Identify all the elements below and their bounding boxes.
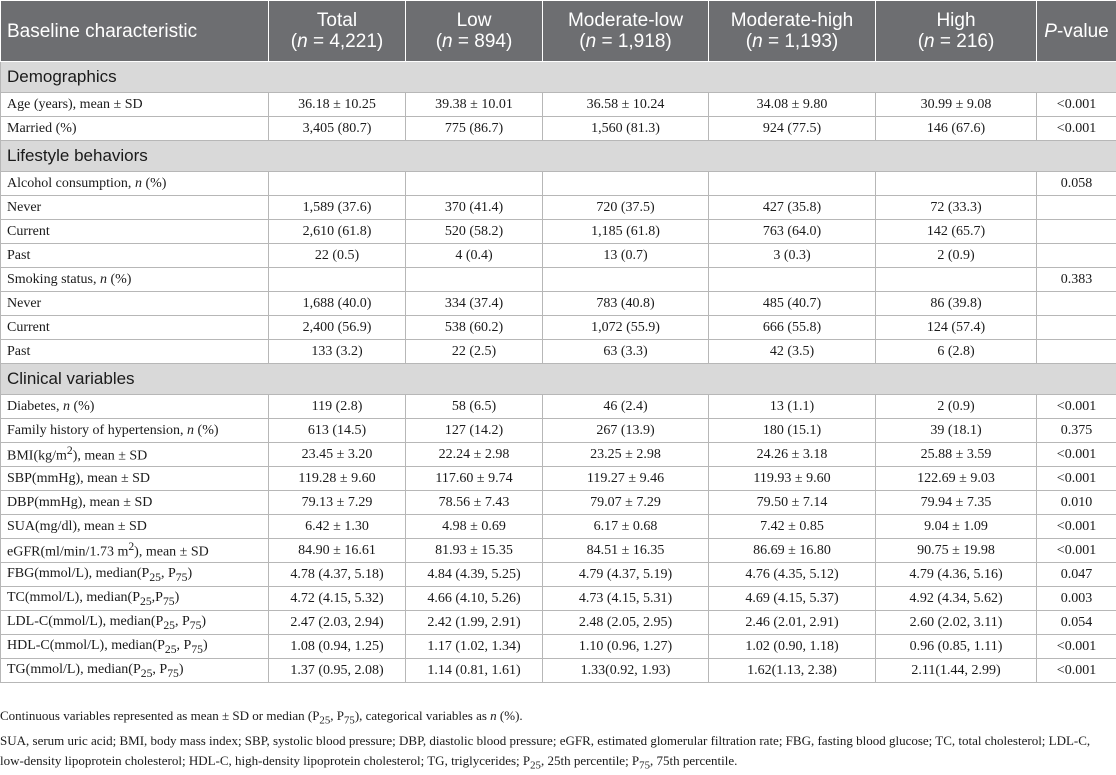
row-label: SUA(mg/dl), mean ± SD (1, 515, 269, 539)
cell-high: 2 (0.9) (876, 395, 1037, 419)
cell-low: 4.84 (4.39, 5.25) (406, 563, 543, 587)
row-label: Past (1, 340, 269, 364)
cell-low: 775 (86.7) (406, 117, 543, 141)
cell-total (269, 172, 406, 196)
cell-p-value: <0.001 (1037, 635, 1116, 659)
footnote: SUA, serum uric acid; BMI, body mass index; SBP, systolic blood pressure; DBP, diastolic blood pressure; eGFR, estimated glomerular filtration rate; FBG, fasting blood glucose; TC, total cholesterol; LDL-C, low-density lipoprotein cholesterol; HDL-C, high-density lipoprotein cholesterol; TG, triglycerides; $P_{25}$, 25th percentile; $P_{75}$, 75th percentile. (0, 731, 1110, 775)
table-row (1, 93, 1116, 117)
cell-moderate-low: 84.51 ± 16.35 (543, 539, 709, 563)
cell-high: 2.60 (2.02, 3.11) (876, 611, 1037, 635)
cell-p-value: <0.001 (1037, 539, 1116, 563)
cell-total: 36.18 ± 10.25 (269, 93, 406, 117)
row-label: Diabetes, n (%) (1, 395, 269, 419)
cell-moderate-low: 119.27 ± 9.46 (543, 467, 709, 491)
row-label: Never (1, 196, 269, 220)
row-label: SBP(mmHg), mean ± SD (1, 467, 269, 491)
cell-moderate-high: 4.69 (4.15, 5.37) (709, 587, 876, 611)
cell-p-value: <0.001 (1037, 467, 1116, 491)
cell-total: 1.37 (0.95, 2.08) (269, 659, 406, 683)
cell-moderate-high: 86.69 ± 16.80 (709, 539, 876, 563)
cell-total: 1,589 (37.6) (269, 196, 406, 220)
row-label: eGFR(ml/min/1.73 $m^2$), mean ± SD (1, 539, 269, 563)
cell-p-value (1037, 340, 1116, 364)
cell-moderate-low: 2.48 (2.05, 2.95) (543, 611, 709, 635)
cell-low: 4.66 (4.10, 5.26) (406, 587, 543, 611)
cell-p-value (1037, 316, 1116, 340)
cell-total: 4.78 (4.37, 5.18) (269, 563, 406, 587)
cell-moderate-high: 7.42 ± 0.85 (709, 515, 876, 539)
cell-p-value: <0.001 (1037, 93, 1116, 117)
section-row (1, 62, 1116, 93)
cell-total: 1,688 (40.0) (269, 292, 406, 316)
cell-low: 1.14 (0.81, 1.61) (406, 659, 543, 683)
cell-high: 9.04 ± 1.09 (876, 515, 1037, 539)
cell-high: 142 (65.7) (876, 220, 1037, 244)
cell-p-value (1037, 196, 1116, 220)
header-moderate-high: Moderate-high (n = 1,193) (709, 1, 876, 62)
cell-p-value: 0.058 (1037, 172, 1116, 196)
cell-low: 538 (60.2) (406, 316, 543, 340)
cell-moderate-low: 63 (3.3) (543, 340, 709, 364)
cell-moderate-low: 783 (40.8) (543, 292, 709, 316)
cell-high: 90.75 ± 19.98 (876, 539, 1037, 563)
row-label: Age (years), mean ± SD (1, 93, 269, 117)
cell-p-value: 0.003 (1037, 587, 1116, 611)
cell-high: 4.79 (4.36, 5.16) (876, 563, 1037, 587)
table-row (1, 515, 1116, 539)
section-row (1, 364, 1116, 395)
table-row (1, 340, 1116, 364)
row-label: Current (1, 220, 269, 244)
cell-low (406, 268, 543, 292)
cell-p-value (1037, 244, 1116, 268)
table-row (1, 611, 1116, 635)
cell-moderate-high: 4.76 (4.35, 5.12) (709, 563, 876, 587)
cell-moderate-low: 36.58 ± 10.24 (543, 93, 709, 117)
row-label: TC(mmol/L), $median(P_{25},P_{75})$ (1, 587, 269, 611)
section-row (1, 141, 1116, 172)
table-row (1, 268, 1116, 292)
cell-high: 146 (67.6) (876, 117, 1037, 141)
cell-moderate-high: 79.50 ± 7.14 (709, 491, 876, 515)
cell-low: 4 (0.4) (406, 244, 543, 268)
cell-moderate-low: 79.07 ± 7.29 (543, 491, 709, 515)
section-title: Clinical variables (1, 364, 1116, 395)
cell-moderate-low: 6.17 ± 0.68 (543, 515, 709, 539)
cell-moderate-low: 1.33(0.92, 1.93) (543, 659, 709, 683)
cell-moderate-high: 34.08 ± 9.80 (709, 93, 876, 117)
cell-moderate-low: 1,185 (61.8) (543, 220, 709, 244)
cell-moderate-high: 763 (64.0) (709, 220, 876, 244)
cell-high: 25.88 ± 3.59 (876, 443, 1037, 467)
table-row (1, 587, 1116, 611)
table-row (1, 539, 1116, 563)
cell-moderate-low: 1,072 (55.9) (543, 316, 709, 340)
cell-moderate-high (709, 172, 876, 196)
table-row (1, 244, 1116, 268)
cell-total: 613 (14.5) (269, 419, 406, 443)
cell-moderate-high: 24.26 ± 3.18 (709, 443, 876, 467)
cell-p-value: 0.383 (1037, 268, 1116, 292)
cell-total: 6.42 ± 1.30 (269, 515, 406, 539)
cell-low: 58 (6.5) (406, 395, 543, 419)
cell-low: 2.42 (1.99, 2.91) (406, 611, 543, 635)
cell-total: 2.47 (2.03, 2.94) (269, 611, 406, 635)
cell-high: 2 (0.9) (876, 244, 1037, 268)
cell-p-value: 0.010 (1037, 491, 1116, 515)
cell-low: 334 (37.4) (406, 292, 543, 316)
cell-moderate-high: 485 (40.7) (709, 292, 876, 316)
cell-low: 370 (41.4) (406, 196, 543, 220)
cell-moderate-high: 3 (0.3) (709, 244, 876, 268)
table-row (1, 563, 1116, 587)
row-label: FBG(mmol/L), $median(P_{25}$, $P_{75}$) (1, 563, 269, 587)
row-label: Smoking status, n (%) (1, 268, 269, 292)
header-low: Low (n = 894) (406, 1, 543, 62)
cell-total: 2,400 (56.9) (269, 316, 406, 340)
cell-moderate-low: 1.10 (0.96, 1.27) (543, 635, 709, 659)
table-row (1, 635, 1116, 659)
cell-low: 1.17 (1.02, 1.34) (406, 635, 543, 659)
cell-high: 86 (39.8) (876, 292, 1037, 316)
cell-low: 127 (14.2) (406, 419, 543, 443)
cell-total: 3,405 (80.7) (269, 117, 406, 141)
table-footnotes (0, 706, 1110, 775)
cell-moderate-low: 4.79 (4.37, 5.19) (543, 563, 709, 587)
table-row (1, 395, 1116, 419)
cell-high: 79.94 ± 7.35 (876, 491, 1037, 515)
cell-high: 124 (57.4) (876, 316, 1037, 340)
cell-high: 122.69 ± 9.03 (876, 467, 1037, 491)
cell-moderate-low: 267 (13.9) (543, 419, 709, 443)
cell-p-value (1037, 292, 1116, 316)
cell-total (269, 268, 406, 292)
cell-high (876, 268, 1037, 292)
table-row (1, 196, 1116, 220)
cell-total: 84.90 ± 16.61 (269, 539, 406, 563)
cell-p-value: <0.001 (1037, 117, 1116, 141)
section-title: Demographics (1, 62, 1116, 93)
row-label: Married (%) (1, 117, 269, 141)
row-label: Never (1, 292, 269, 316)
cell-moderate-high: 180 (15.1) (709, 419, 876, 443)
header-row (1, 1, 1116, 62)
cell-moderate-low: 720 (37.5) (543, 196, 709, 220)
row-label: DBP(mmHg), mean ± SD (1, 491, 269, 515)
cell-p-value: <0.001 (1037, 659, 1116, 683)
cell-high: 2.11(1.44, 2.99) (876, 659, 1037, 683)
cell-low (406, 172, 543, 196)
cell-moderate-high: 1.62(1.13, 2.38) (709, 659, 876, 683)
cell-p-value (1037, 220, 1116, 244)
cell-moderate-low: 13 (0.7) (543, 244, 709, 268)
section-title: Lifestyle behaviors (1, 141, 1116, 172)
cell-moderate-high: 13 (1.1) (709, 395, 876, 419)
header-p-value: P-value (1037, 1, 1116, 62)
footnote: Continuous variables represented as mean ± SD or median ($P_{25}$, $P_{75}$), categorical variables as n (%). (0, 706, 1110, 731)
table-row (1, 117, 1116, 141)
cell-p-value: 0.047 (1037, 563, 1116, 587)
row-label: Alcohol consumption, n (%) (1, 172, 269, 196)
cell-low: 78.56 ± 7.43 (406, 491, 543, 515)
cell-high: 39 (18.1) (876, 419, 1037, 443)
cell-moderate-high: 924 (77.5) (709, 117, 876, 141)
row-label: $BMI(kg/m^2)$, mean ± SD (1, 443, 269, 467)
cell-moderate-high: 2.46 (2.01, 2.91) (709, 611, 876, 635)
cell-p-value: <0.001 (1037, 395, 1116, 419)
table-row (1, 443, 1116, 467)
cell-low: 520 (58.2) (406, 220, 543, 244)
cell-low: 39.38 ± 10.01 (406, 93, 543, 117)
cell-moderate-low: 4.73 (4.15, 5.31) (543, 587, 709, 611)
cell-low: 4.98 ± 0.69 (406, 515, 543, 539)
table-row (1, 467, 1116, 491)
cell-moderate-high: 1.02 (0.90, 1.18) (709, 635, 876, 659)
cell-moderate-low: 46 (2.4) (543, 395, 709, 419)
cell-moderate-high: 119.93 ± 9.60 (709, 467, 876, 491)
cell-moderate-high: 427 (35.8) (709, 196, 876, 220)
header-total: Total (n = 4,221) (269, 1, 406, 62)
cell-moderate-low (543, 172, 709, 196)
cell-low: 81.93 ± 15.35 (406, 539, 543, 563)
header-moderate-low: Moderate-low (n = 1,918) (543, 1, 709, 62)
cell-moderate-high (709, 268, 876, 292)
cell-high: 4.92 (4.34, 5.62) (876, 587, 1037, 611)
cell-total: 2,610 (61.8) (269, 220, 406, 244)
cell-moderate-high: 666 (55.8) (709, 316, 876, 340)
cell-low: 22.24 ± 2.98 (406, 443, 543, 467)
table-row (1, 172, 1116, 196)
cell-total: 22 (0.5) (269, 244, 406, 268)
cell-p-value: <0.001 (1037, 443, 1116, 467)
table-row (1, 419, 1116, 443)
table-row (1, 316, 1116, 340)
table-row (1, 491, 1116, 515)
cell-total: 119.28 ± 9.60 (269, 467, 406, 491)
cell-total: 23.45 ± 3.20 (269, 443, 406, 467)
cell-high: 72 (33.3) (876, 196, 1037, 220)
cell-total: 4.72 (4.15, 5.32) (269, 587, 406, 611)
cell-p-value: <0.001 (1037, 515, 1116, 539)
row-label: TG(mmol/L), $median(P_{25}$, $P_{75}$) (1, 659, 269, 683)
cell-high (876, 172, 1037, 196)
cell-high: 0.96 (0.85, 1.11) (876, 635, 1037, 659)
cell-moderate-low: 1,560 (81.3) (543, 117, 709, 141)
table-body (1, 62, 1116, 683)
cell-p-value: 0.375 (1037, 419, 1116, 443)
cell-low: 117.60 ± 9.74 (406, 467, 543, 491)
cell-p-value: 0.054 (1037, 611, 1116, 635)
row-label: Current (1, 316, 269, 340)
row-label: HDL-C(mmol/L), $median(P_{25}$, $P_{75}$) (1, 635, 269, 659)
table-row (1, 220, 1116, 244)
cell-low: 22 (2.5) (406, 340, 543, 364)
cell-high: 6 (2.8) (876, 340, 1037, 364)
cell-total: 1.08 (0.94, 1.25) (269, 635, 406, 659)
cell-total: 119 (2.8) (269, 395, 406, 419)
cell-moderate-high: 42 (3.5) (709, 340, 876, 364)
table-row (1, 292, 1116, 316)
table-row (1, 659, 1116, 683)
header-characteristic: Baseline characteristic (1, 1, 269, 62)
row-label: Family history of hypertension, n (%) (1, 419, 269, 443)
row-label: Past (1, 244, 269, 268)
header-high: High (n = 216) (876, 1, 1037, 62)
cell-total: 133 (3.2) (269, 340, 406, 364)
row-label: LDL-C(mmol/L), $median(P_{25}$, $P_{75}$) (1, 611, 269, 635)
cell-high: 30.99 ± 9.08 (876, 93, 1037, 117)
cell-moderate-low (543, 268, 709, 292)
cell-total: 79.13 ± 7.29 (269, 491, 406, 515)
cell-moderate-low: 23.25 ± 2.98 (543, 443, 709, 467)
